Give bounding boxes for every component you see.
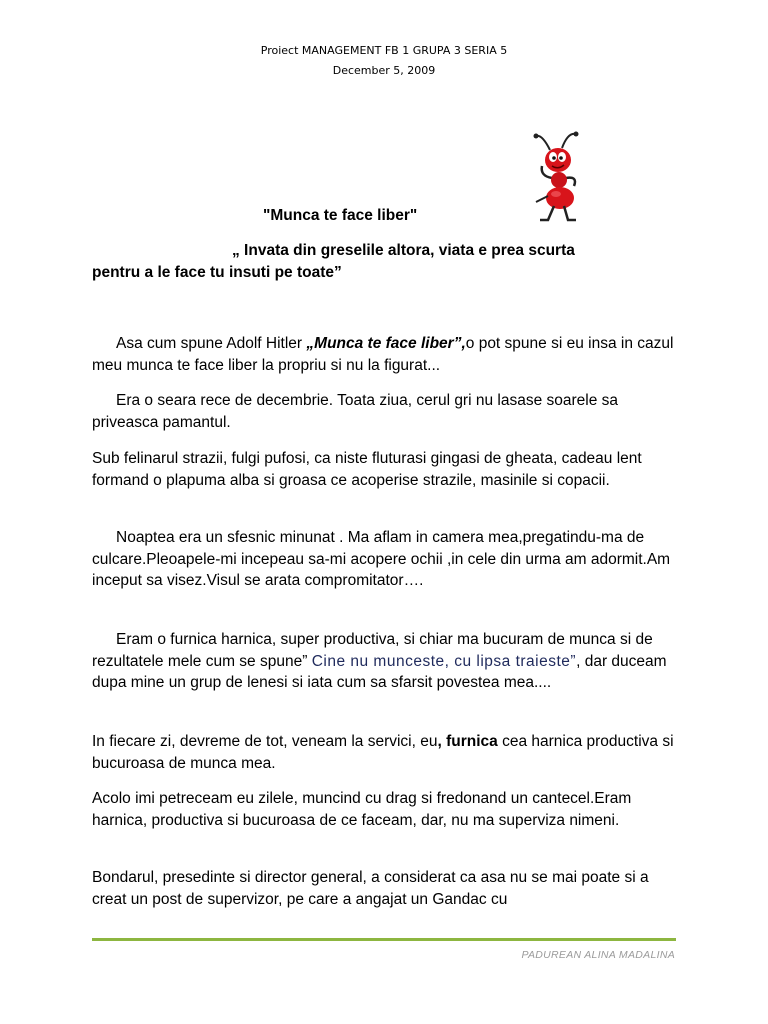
paragraph-7: Acolo imi petreceam eu zilele, muncind cu drag si fredonand un cantecel.Eram harnica, productiva si bucuroasa de ce faceam, dar, nu ma superviza nimeni.: [92, 790, 632, 829]
motto-line-1: „ Invata din greselile altora, viata e prea scurta: [232, 242, 575, 259]
paragraph-1-quote: „Munca te face liber”,: [306, 335, 466, 352]
paragraph-6-pre: In fiecare zi, devreme de tot, veneam la servici, eu: [92, 733, 438, 750]
paragraph-1: [92, 333, 684, 376]
essay-title: "Munca te face liber": [263, 207, 418, 224]
paragraph-3: Sub felinarul strazii, fulgi pufosi, ca niste fluturasi gingasi de gheata, cadeau lent formand o plapuma alba si groasa ce acoperise strazile, masinile si copacii.: [92, 450, 642, 489]
paragraph-1-pre: Asa cum spune Adolf Hitler: [116, 335, 307, 352]
header-date: December 5, 2009: [332, 64, 436, 77]
paragraph-6-bold: , furnica: [437, 733, 498, 750]
paragraph-6-post: cea harnica productiva si bucuroasa de munca mea.: [92, 733, 674, 772]
motto: [92, 240, 682, 284]
paragraph-5-pre: Eram o furnica harnica, super productiva, si chiar ma bucuram de munca si de rezultatele mele cum se spune”: [92, 631, 653, 670]
paragraph-5-post: , dar duceam dupa mine un grup de lenesi si iata cum sa sfarsit povestea mea....: [92, 652, 667, 691]
paragraph-6: [92, 731, 684, 774]
footer-rule: [92, 938, 676, 941]
footer-author: PADUREAN ALINA MADALINA: [521, 949, 675, 961]
paragraph-8: Bondarul, presedinte si director general, a considerat ca asa nu se mai poate si a creat un post de supervizor, pe care a angajat un Gandac cu: [92, 869, 649, 908]
red-ant-icon: [528, 128, 588, 224]
paragraph-5-proverb: Cine nu munceste, cu lipsa traieste”: [311, 652, 577, 670]
project-header: Proiect MANAGEMENT FB 1 GRUPA 3 SERIA 5: [260, 44, 508, 57]
motto-line-2: pentru a le face tu insuti pe toate”: [92, 264, 342, 281]
paragraph-5: [92, 629, 684, 694]
paragraph-1-post: o pot spune si eu insa in cazul meu munca te face liber la propriu si nu la figurat...: [92, 335, 674, 374]
paragraph-2: Era o seara rece de decembrie. Toata ziua, cerul gri nu lasase soarele sa priveasca pamantul.: [92, 392, 619, 431]
paragraph-4: Noaptea era un sfesnic minunat . Ma aflam in camera mea,pregatindu-ma de culcare.Pleoapele-mi incepeau sa-mi acopere ochii ,in cele din urma am adormit.Am inceput sa visez.Visul se arata compromitator….: [92, 529, 671, 589]
